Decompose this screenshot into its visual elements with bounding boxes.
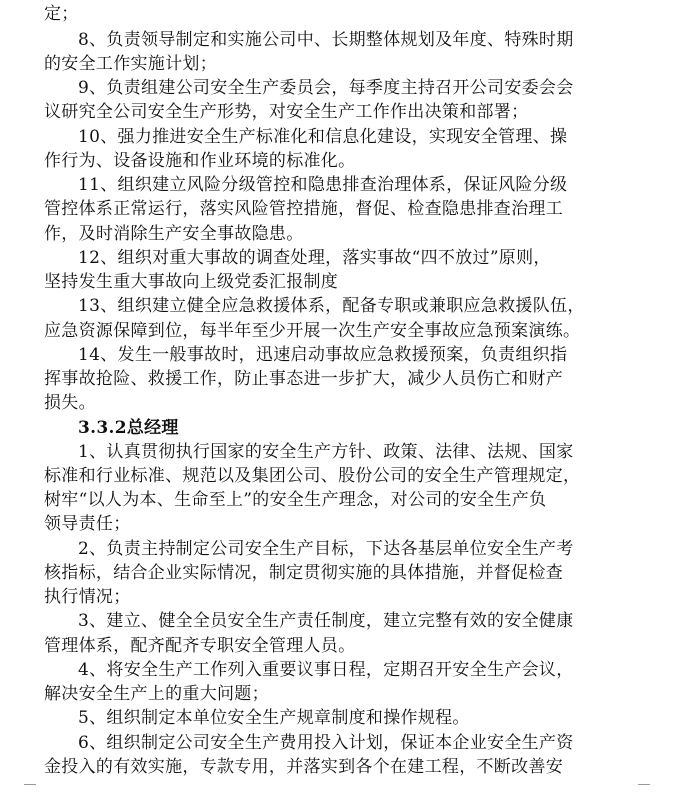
text-line: 8、负责领导制定和实施公司中、长期整体规划及年度、特殊时期 <box>78 30 574 50</box>
text-line: 应急资源保障到位，每半年至少开展一次生产安全事故应急预案演练。 <box>44 321 581 341</box>
text-line: 定； <box>44 4 79 24</box>
text-line: 领导责任； <box>44 514 131 534</box>
text-line: 树牢“以人为本、生命至上”的安全生产理念，对公司的安全生产负 <box>44 490 547 510</box>
crop-mark <box>24 784 36 797</box>
text-line: 10、强力推进安全生产标准化和信息化建设，实现安全管理、操 <box>78 127 568 147</box>
text-line: 挥事故抢险、救援工作，防止事态进一步扩大，减少人员伤亡和财产 <box>44 369 563 389</box>
text-line: 11、组织建立风险分级管控和隐患排查治理体系，保证风险分级 <box>78 175 568 195</box>
text-line: 作，及时消除生产安全事故隐患。 <box>44 224 304 244</box>
text-line: 议研究全公司安全生产形势，对安全生产工作作出决策和部署； <box>44 102 529 122</box>
crop-mark <box>638 784 650 797</box>
text-line: 执行情况； <box>44 587 131 607</box>
text-line: 的安全工作实施计划； <box>44 54 217 74</box>
text-line: 解决安全生产上的重大问题； <box>44 684 269 704</box>
text-line: 5、组织制定本单位安全生产规章制度和操作规程。 <box>78 708 470 728</box>
text-line: 12、组织对重大事故的调查处理，落实事故“四不放过”原则， <box>78 248 551 268</box>
text-line: 3、建立、健全全员安全生产责任制度，建立完整有效的安全健康 <box>78 611 574 631</box>
text-line: 标准和行业标准、规范以及集团公司、股份公司的安全生产管理规定， <box>44 466 581 486</box>
text-line: 管控体系正常运行，落实风险管控措施，督促、检查隐患排查治理工 <box>44 199 563 219</box>
text-line: 坚持发生重大事故向上级党委汇报制度 <box>44 272 339 292</box>
text-line: 1、认真贯彻执行国家的安全生产方针、政策、法律、法规、国家 <box>78 442 574 462</box>
text-line: 2、负责主持制定公司安全生产目标，下达各基层单位安全生产考 <box>78 539 574 559</box>
text-line: 4、将安全生产工作列入重要议事日程，定期召开安全生产会议， <box>78 660 574 680</box>
text-line: 13、组织建立健全应急救援体系，配备专职或兼职应急救援队伍， <box>78 296 585 316</box>
text-line: 损失。 <box>44 393 96 413</box>
section-heading: 3.3.2总经理 <box>78 418 179 438</box>
text-line: 核指标，结合企业实际情况，制定贯彻实施的具体措施，并督促检查 <box>44 563 563 583</box>
text-line: 9、负责组建公司安全生产委员会，每季度主持召开公司安委会会 <box>78 78 574 98</box>
text-line: 6、组织制定公司安全生产费用投入计划，保证本企业安全生产资 <box>78 733 574 753</box>
text-line: 管理体系，配齐配齐专职安全管理人员。 <box>44 636 356 656</box>
text-line: 14、发生一般事故时，迅速启动事故应急救援预案，负责组织指 <box>78 345 568 365</box>
text-line: 金投入的有效实施，专款专用，并落实到各个在建工程，不断改善安 <box>44 757 563 777</box>
text-line: 作行为、设备设施和作业环境的标准化。 <box>44 151 356 171</box>
